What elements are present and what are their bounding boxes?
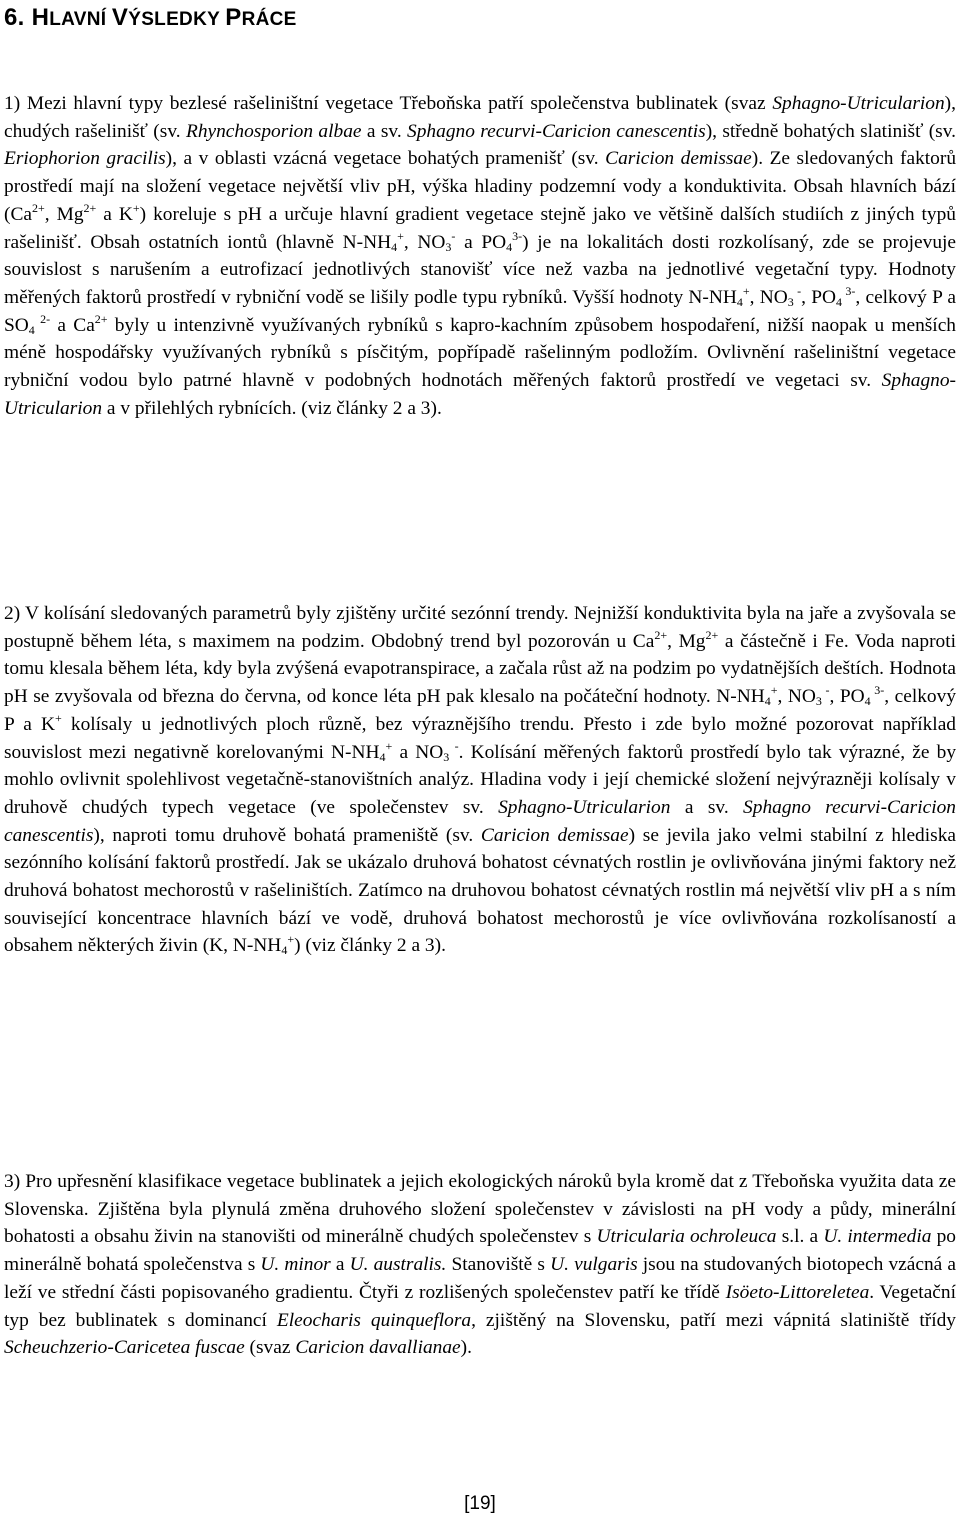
text-run: Mezi hlavní typy bezlesé rašeliništní vegetace Třeboňska patří společenstva bublinatek (svaz: [26, 93, 773, 114]
italic-taxon-name: Sphagno-Utricularion: [4, 370, 956, 419]
text-run: . Vegetační typ bez bublinatek s dominancí: [4, 1281, 956, 1331]
heading-letter: V: [111, 4, 129, 31]
text-run: a PO: [455, 231, 507, 253]
italic-taxon-name: Caricion davallianae: [295, 1337, 461, 1359]
heading-letter: P: [225, 4, 242, 31]
subscript: 4: [736, 294, 743, 309]
italic-taxon-name: Scheuchzerio-Caricetea fuscae: [4, 1337, 245, 1359]
text-run: ) koreluje s pH a určuje hlavní gradient vegetace stejně jako ve většině dalších studiích z jiných typů rašelinišť. Obsah ostatních iontů (hlavně N-NH: [4, 203, 957, 253]
subscript: 4: [506, 239, 513, 254]
text-run: ) (viz články 2 a 3).: [294, 935, 446, 957]
text-run: a K: [96, 203, 133, 225]
text-run: , PO: [829, 686, 865, 708]
text-run: a NO: [392, 741, 444, 763]
subscript: 4: [391, 239, 398, 254]
text-run: ), chudých rašelinišť (sv.: [4, 93, 956, 142]
italic-taxon-name: U. minor: [260, 1254, 331, 1276]
italic-taxon-name: Isöeto-Littoreletea: [725, 1281, 870, 1303]
text-run: , celkový P a SO: [4, 286, 956, 336]
subscript: 3: [445, 239, 452, 254]
superscript: +: [385, 738, 393, 753]
italic-taxon-name: Eleocharis quinqueflora: [276, 1309, 472, 1331]
text-run: ), středně bohatých slatinišť (sv.: [705, 120, 957, 142]
italic-taxon-name: Sphagno-Utricularion: [772, 93, 945, 114]
text-run: ). Ze sledovaných faktorů prostředí mají na složení vegetace největší vliv pH, výška hladiny podzemní vody a konduktivita. Obsah hlavních bází (Ca: [4, 148, 957, 225]
italic-taxon-name: Sphagno recurvi-Caricion canescentis: [407, 120, 706, 142]
paragraph-marker: 3): [4, 1171, 26, 1192]
superscript: +: [287, 932, 295, 947]
superscript: +: [770, 683, 778, 698]
superscript: -: [821, 683, 830, 698]
superscript: +: [397, 228, 404, 243]
text-run: . Kolísání měřených faktorů prostředí bylo tak výrazné, že by mohlo ovlivnit spolehlivost vegetačně-stanovištních analýz. Hladina vody i její chemické složení nejvýrazněji kolísaly v druhově chudých typech vegetace (ve společenstev sv.: [4, 741, 957, 818]
heading-smallcaps: LAVNÍ: [49, 9, 112, 30]
subscript: 4: [864, 694, 871, 709]
text-run: Stanoviště s: [446, 1254, 551, 1276]
superscript: 2+: [32, 200, 45, 215]
subscript: 3: [787, 294, 794, 309]
italic-taxon-name: Sphagno-Utricularion: [498, 796, 671, 818]
paragraph-marker: 1): [4, 93, 27, 114]
subscript: 3: [815, 694, 822, 709]
italic-taxon-name: U. australis.: [349, 1254, 447, 1276]
text-run: ) se jevila jako velmi stabilní z hlediska sezónního kolísání faktorů prostředí. Jak se ukázalo druhová bohatost cévnatých rostlin je ovlivňována jinými faktory než druhová bohatost mechorostů v rašeliništích. Zatímco na druhovou bohatost cévnatých rostlin má největší vliv pH a s ním související koncentrace hlavních bází ve vodě, druhová bohatost mechorostů je více ovlivňována rozkolísaností a obsahem některých živin (K, N-NH: [4, 824, 956, 957]
text-run: , NO: [749, 286, 788, 308]
superscript: +: [742, 283, 750, 298]
italic-taxon-name: Utricularia ochroleuca: [596, 1226, 777, 1248]
text-run: po minerálně bohatá společenstva s: [4, 1226, 956, 1276]
paragraph-marker: 2): [4, 603, 26, 624]
superscript: +: [132, 200, 140, 215]
superscript: 3-: [841, 283, 856, 298]
superscript: -: [793, 283, 802, 298]
text-run: , NO: [777, 686, 816, 708]
superscript: 2-: [34, 311, 51, 326]
text-run: a: [330, 1254, 350, 1276]
text-run: V kolísání sledovaných parametrů byly zjištěny určité sezónní trendy. Nejnižší konduktivita byla na jaře a zvyšovala se postupně během léta, s maximem na podzim. Obdobný trend byl pozorován u Ca: [4, 603, 956, 652]
italic-taxon-name: U. vulgaris: [550, 1254, 638, 1276]
subscript: 4: [281, 943, 288, 958]
heading-smallcaps: RÁCE: [241, 9, 297, 30]
italic-taxon-name: U. intermedia: [823, 1226, 932, 1248]
italic-taxon-name: Rhynchosporion albae: [185, 120, 362, 142]
superscript: 2+: [83, 200, 97, 215]
superscript: -: [449, 738, 459, 753]
text-run: ).: [460, 1337, 472, 1359]
text-run: byly u intenzivně využívaných rybníků s kapro-kachním způsobem hospodaření, nižší naopak u menších méně hospodářsky využívaných rybníků s písčitým, popřípadě rašelinným podložím. Ovlivnění rašeliništní vegetace rybniční vodou bylo patrné hlavně v podobných hodnotách měřených faktorů prostředí ve vegetaci sv.: [4, 314, 957, 392]
text-run: a sv.: [361, 120, 408, 142]
text-run: , NO: [403, 231, 446, 253]
result-paragraph-3: [4, 1168, 956, 1362]
text-run: , PO: [801, 286, 836, 308]
superscript: 2+: [654, 627, 668, 642]
text-run: , celkový P a K: [4, 686, 957, 735]
text-run: jsou na studovaných biotopech vzácná a leží ve střední části popisovaného gradientu. Čtyři z rozlišených společenstev patří ke třídě: [4, 1254, 957, 1303]
italic-taxon-name: Caricion demissae: [605, 148, 752, 170]
text-run: a částečně i Fe. Voda naproti tomu klesala během léta, kdy byla zvýšená evapotranspirace, a začala růst až na podzim po vydatnějších deštích. Hodnota pH se zvyšovala od března do června, od konce léta pH pak klesalo na počáteční hodnoty. N-NH: [4, 630, 957, 708]
subscript: 4: [379, 749, 386, 764]
text-run: a sv.: [670, 796, 744, 818]
text-run: kolísaly u jednotlivých ploch různě, bez výraznějšího trendu. Přesto i zde bylo možné pozorovat například souvislost mezi negativně korelovanými N-NH: [4, 713, 956, 763]
superscript: 3-: [870, 683, 885, 698]
section-heading: [4, 4, 297, 32]
subscript: 4: [835, 294, 842, 309]
text-run: ), naproti tomu druhově bohatá prameniště (sv.: [93, 824, 481, 846]
text-run: , Mg: [667, 630, 706, 652]
text-run: Pro upřesnění klasifikace vegetace bublinatek a jejich ekologických nároků byla kromě dat z Třeboňska využita data ze Slovenska. Zjištěna byla plynulá změna druhového složení společenstev v závislosti na pH vody a půdy, minerální bohatosti a obsahu živin na stanovišti od minerálně chudých společenstev s: [4, 1171, 956, 1248]
text-run: , zjištěný na Slovensku, patří mezi vápnitá slatiniště třídy: [471, 1309, 956, 1331]
result-paragraph-2: [4, 600, 956, 960]
text-run: (svaz: [244, 1337, 296, 1359]
superscript: 2+: [94, 311, 108, 326]
result-paragraph-1: [4, 90, 956, 422]
text-run: s.l. a: [776, 1226, 824, 1248]
subscript: 3: [443, 749, 450, 764]
page-number: [19]: [464, 1493, 496, 1514]
italic-taxon-name: Caricion demissae: [480, 824, 629, 846]
text-run: a v přilehlých rybnících. (viz články 2 a 3).: [102, 397, 442, 419]
superscript: -: [451, 228, 456, 243]
heading-smallcaps: ÝSLEDKY: [128, 9, 226, 30]
text-run: ), a v oblasti vzácná vegetace bohatých pramenišť (sv.: [165, 148, 606, 170]
superscript: 2+: [705, 627, 719, 642]
text-run: , Mg: [44, 203, 84, 225]
subscript: 4: [764, 694, 771, 709]
text-run: ) je na lokalitách dosti rozkolísaný, zde se projevuje souvislost s narušením a eutrofizací jednotlivých stanovišť více než vazba na jednotlivé vegetační typy. Hodnoty měřených faktorů prostředí v rybniční vodě se lišily podle typu rybníků. Vyšší hodnoty N-NH: [4, 231, 957, 308]
italic-taxon-name: Eriophorion gracilis: [4, 148, 166, 170]
heading-letter: H: [31, 4, 50, 31]
superscript: 3-: [512, 228, 523, 243]
subscript: 4: [28, 322, 35, 337]
heading-number: 6.: [4, 4, 32, 31]
italic-taxon-name: Sphagno recurvi-Caricion canescentis: [4, 796, 956, 846]
superscript: +: [54, 710, 62, 725]
text-run: a Ca: [50, 314, 95, 336]
